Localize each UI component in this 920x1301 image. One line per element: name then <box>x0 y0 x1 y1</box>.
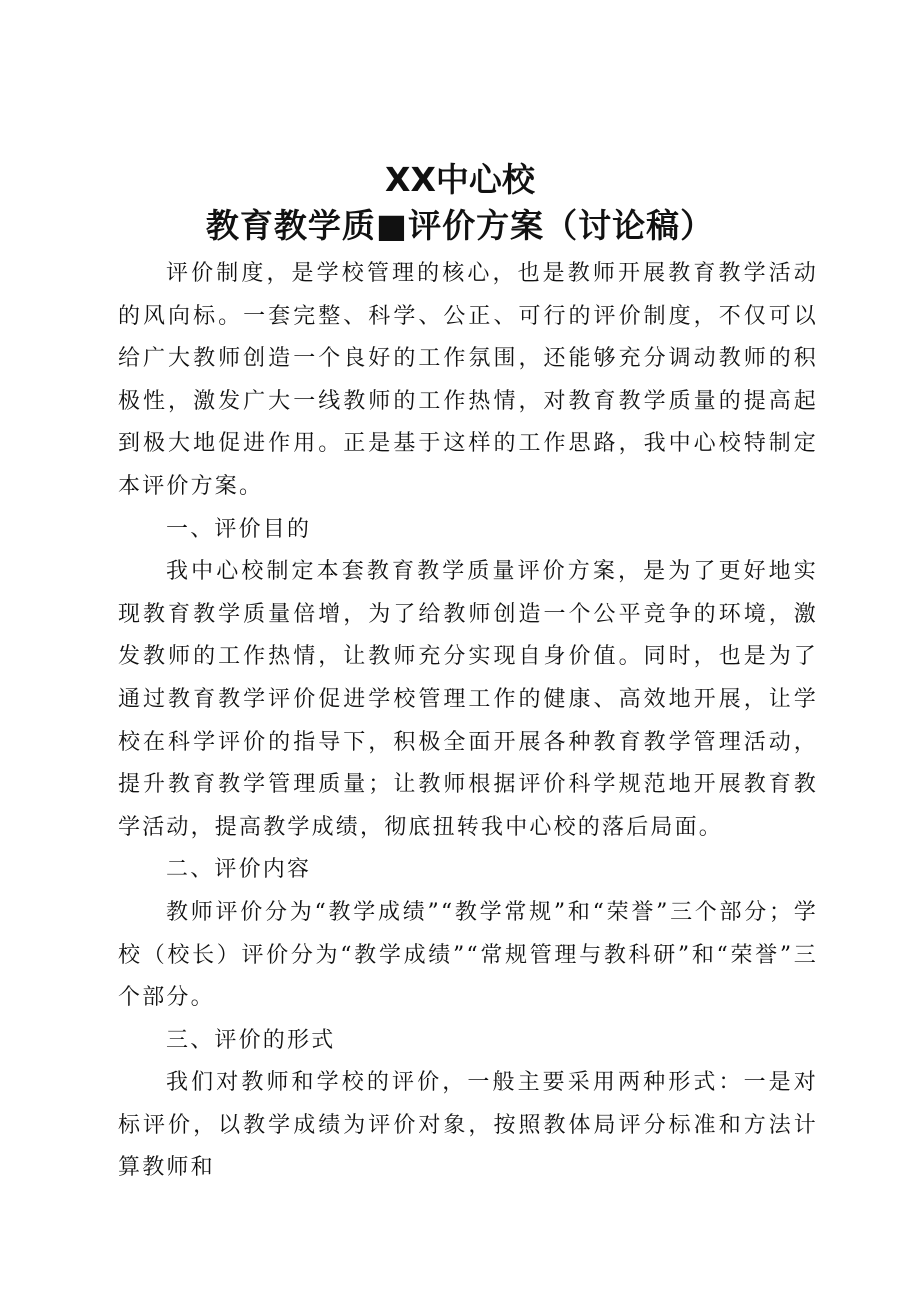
intro-paragraph: 评价制度，是学校管理的核心，也是教师开展教育教学活动的风向标。一套完整、科学、公正、可行的评价制度，不仅可以给广大教师创造一个良好的工作氛围，还能够充分调动教师的积极性，激发广大一线教师的工作热情，对教育教学质量的提高起到极大地促进作用。正是基于这样的工作思路，我中心校特制定本评价方案。 <box>118 261 818 499</box>
document-body <box>118 253 818 1190</box>
section-heading-purpose: 一、评价目的 <box>166 516 312 542</box>
document-title-school: XX中心校 <box>385 160 535 199</box>
section-heading-content: 二、评价内容 <box>166 857 312 883</box>
document-title-plan: 教育教学质■评价方案（讨论稿） <box>205 206 715 245</box>
section-heading-form: 三、评价的形式 <box>166 1027 336 1053</box>
content-paragraph: 教师评价分为“教学成绩”“教学常规”和“荣誉”三个部分；学校（校长）评价分为“教学成绩”“常规管理与教科研”和“荣誉”三个部分。 <box>118 899 818 1011</box>
form-paragraph: 我们对教师和学校的评价，一般主要采用两种形式：一是对标评价，以教学成绩为评价对象，按照教体局评分标准和方法计算教师和 <box>118 1070 818 1181</box>
purpose-paragraph: 我中心校制定本套教育教学质量评价方案，是为了更好地实现教育教学质量倍增，为了给教师创造一个公平竞争的环境，激发教师的工作热情，让教师充分实现自身价值。同时，也是为了通过教育教学评价促进学校管理工作的健康、高效地开展，让学校在科学评价的指导下，积极全面开展各种教育教学管理活动，提升教育教学管理质量；让教师根据评价科学规范地开展教育教学活动，提高教学成绩，彻底扭转我中心校的落后局面。 <box>118 559 818 840</box>
